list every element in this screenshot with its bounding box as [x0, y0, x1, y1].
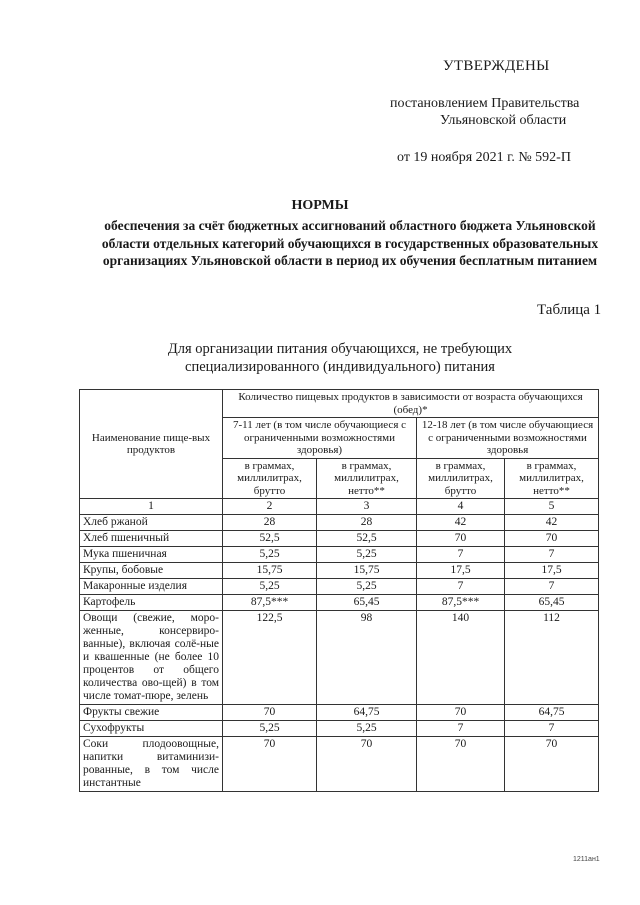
column-number: 2 — [223, 499, 317, 515]
quantity-cell: 7 — [417, 547, 505, 563]
quantity-cell: 15,75 — [317, 563, 417, 579]
age-group-7-11-header: 7-11 лет (в том числе обучающиеся с ограниченными возможностями здоровья) — [223, 418, 417, 459]
quantity-cell: 7 — [505, 579, 599, 595]
product-name-cell: Соки плодоовощные, напитки витаминизи-рованные, в том числе инстантные — [80, 737, 223, 792]
table-row — [80, 547, 599, 563]
product-name-cell: Мука пшеничная — [80, 547, 223, 563]
quantity-cell: 87,5*** — [223, 595, 317, 611]
product-name-cell: Сухофрукты — [80, 721, 223, 737]
quantity-cell: 70 — [223, 737, 317, 792]
quantity-cell: 15,75 — [223, 563, 317, 579]
product-name-header: Наименование пище-вых продуктов — [80, 390, 223, 499]
product-name-cell: Овощи (свежие, моро-женные, консервиро-ванные), включая солё-ные и квашенные (не более 10 процентов от общего количества ово-щей) в том числе томат-пюре, зелень — [80, 611, 223, 705]
quantity-cell: 7 — [417, 721, 505, 737]
quantity-group-header: Количество пищевых продуктов в зависимости от возраста обучающихся (обед)* — [223, 390, 599, 418]
product-name-cell: Фрукты свежие — [80, 705, 223, 721]
decree-line-3: от 19 ноября 2021 г. № 592-П — [397, 150, 571, 165]
table-number: Таблица 1 — [537, 302, 602, 318]
quantity-cell: 5,25 — [317, 547, 417, 563]
quantity-cell: 70 — [417, 705, 505, 721]
quantity-cell: 7 — [417, 579, 505, 595]
approved-heading: УТВЕРЖДЕНЫ — [443, 58, 550, 74]
table-body — [80, 515, 599, 792]
quantity-cell: 28 — [223, 515, 317, 531]
table-row — [80, 737, 599, 792]
table-row — [80, 515, 599, 531]
column-number: 1 — [80, 499, 223, 515]
table-row — [80, 563, 599, 579]
quantity-cell: 7 — [505, 721, 599, 737]
gross-header: в граммах, миллилитрах, брутто — [417, 458, 505, 499]
quantity-cell: 5,25 — [223, 547, 317, 563]
quantity-cell: 5,25 — [223, 721, 317, 737]
quantity-cell: 42 — [417, 515, 505, 531]
table-row — [80, 721, 599, 737]
gross-header: в граммах, миллилитрах, брутто — [223, 458, 317, 499]
quantity-cell: 122,5 — [223, 611, 317, 705]
quantity-cell: 64,75 — [317, 705, 417, 721]
column-number: 5 — [505, 499, 599, 515]
decree-line-1: постановлением Правительства — [390, 96, 580, 111]
product-name-cell: Макаронные изделия — [80, 579, 223, 595]
product-name-cell: Хлеб ржаной — [80, 515, 223, 531]
quantity-cell: 70 — [505, 737, 599, 792]
norms-table — [79, 389, 599, 792]
quantity-cell: 52,5 — [223, 531, 317, 547]
document-title: НОРМЫ — [291, 198, 349, 213]
table-row — [80, 611, 599, 705]
quantity-cell: 112 — [505, 611, 599, 705]
product-name-cell: Хлеб пшеничный — [80, 531, 223, 547]
quantity-cell: 140 — [417, 611, 505, 705]
column-number: 4 — [417, 499, 505, 515]
quantity-cell: 5,25 — [317, 579, 417, 595]
quantity-cell: 64,75 — [505, 705, 599, 721]
quantity-cell: 42 — [505, 515, 599, 531]
quantity-cell: 5,25 — [317, 721, 417, 737]
quantity-cell: 65,45 — [505, 595, 599, 611]
quantity-cell: 28 — [317, 515, 417, 531]
quantity-cell: 70 — [317, 737, 417, 792]
quantity-cell: 70 — [223, 705, 317, 721]
quantity-cell: 52,5 — [317, 531, 417, 547]
product-name-cell: Крупы, бобовые — [80, 563, 223, 579]
quantity-cell: 7 — [505, 547, 599, 563]
decree-line-2: Ульяновской области — [440, 113, 567, 128]
age-group-12-18-header: 12-18 лет (в том числе обучающиеся с ограниченными возможностями здоровья — [417, 418, 599, 459]
quantity-cell: 98 — [317, 611, 417, 705]
column-number-row — [80, 499, 599, 515]
footer-code: 1211ан1 — [573, 856, 600, 863]
product-name-cell: Картофель — [80, 595, 223, 611]
table-row — [80, 705, 599, 721]
norms-table-wrapper — [79, 389, 599, 792]
quantity-cell: 17,5 — [505, 563, 599, 579]
quantity-cell: 70 — [417, 531, 505, 547]
table-row — [80, 531, 599, 547]
table-row — [80, 579, 599, 595]
quantity-cell: 65,45 — [317, 595, 417, 611]
net-header: в граммах, миллилитрах, нетто** — [505, 458, 599, 499]
quantity-cell: 70 — [417, 737, 505, 792]
column-number: 3 — [317, 499, 417, 515]
net-header: в граммах, миллилитрах, нетто** — [317, 458, 417, 499]
quantity-cell: 17,5 — [417, 563, 505, 579]
table-caption: Для организации питания обучающихся, не требующих специализированного (индивидуального) питания — [167, 341, 513, 375]
table-row — [80, 595, 599, 611]
quantity-cell: 87,5*** — [417, 595, 505, 611]
quantity-cell: 5,25 — [223, 579, 317, 595]
document-subtitle: обеспечения за счёт бюджетных ассигнований областного бюджета Ульяновской области отдельных категорий обучающихся в государственных образовательных организациях Ульяновской области в период их обучения бесплатным питанием — [101, 218, 599, 268]
quantity-cell: 70 — [505, 531, 599, 547]
